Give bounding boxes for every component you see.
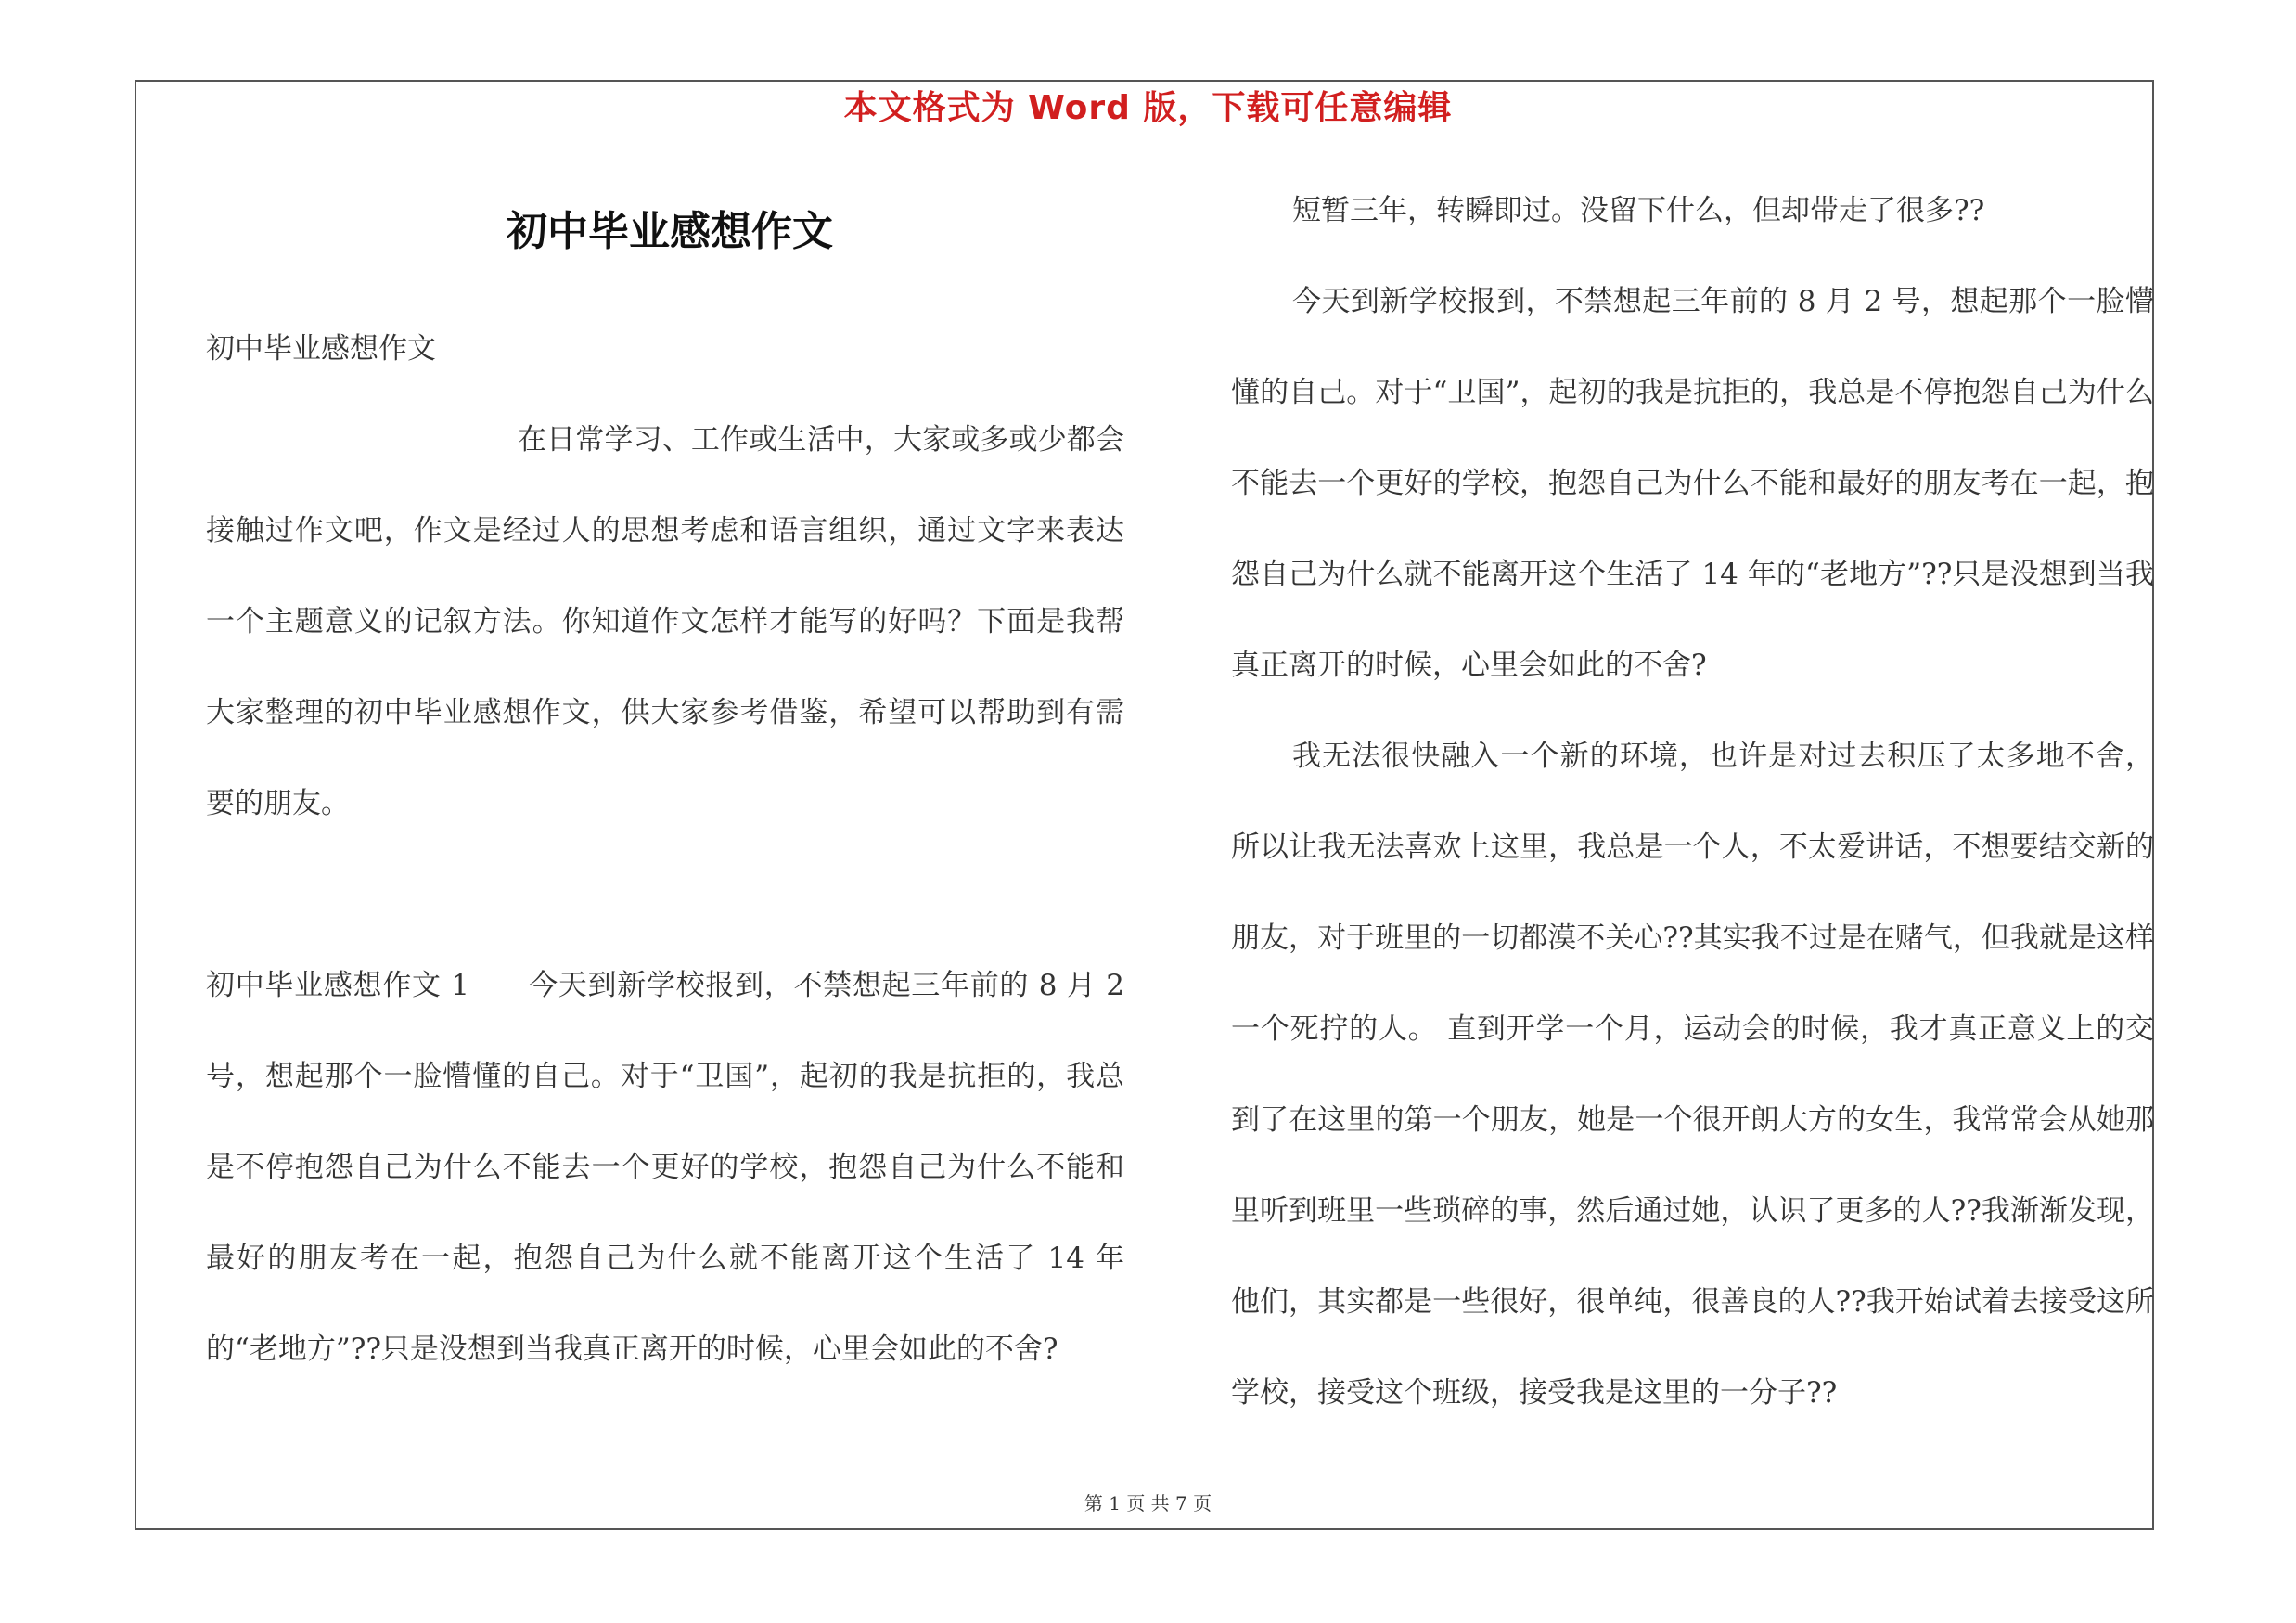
page-number-footer: 第 1 页 共 7 页 (1084, 1492, 1212, 1514)
right-column (1231, 165, 2154, 1438)
right-paragraph-3: 我无法很快融入一个新的环境，也许是对过去积压了太多地不舍，所以让我无法喜欢上这里，我总是一个人，不太爱讲话，不想要结交新的朋友，对于班里的一切都漠不关心??其实我不过是在赌气，但我就是这样一个死拧的人。 直到开学一个月，运动会的时候，我才真正意义上的交到了在这里的第一个朋友，她是一个很开朗大方的女生，我常常会从她那里听到班里一些琐碎的事，然后通过她，认识了更多的人??我渐渐发现，他们，其实都是一些很好，很单纯，很善良的人??我开始试着去接受这所学校，接受这个班级，接受我是这里的一分子?? (1231, 740, 2154, 1410)
right-paragraph-2: 今天到新学校报到，不禁想起三年前的 8 月 2 号，想起那个一脸懵懂的自己。对于“卫国”，起初的我是抗拒的，我总是不停抱怨自己为什么不能去一个更好的学校，抱怨自己为什么不能和最好的朋友考在一起，抱怨自己为什么就不能离开这个生活了 14 年的“老地方”??只是没想到当我真正离开的时候，心里会如此的不舍? (1231, 285, 2155, 682)
format-banner: 本文格式为 Word 版，下载可任意编辑 (843, 89, 1453, 127)
essay-1-paragraph: 初中毕业感想作文 1 今天到新学校报到，不禁想起三年前的 8 月 2 号，想起那个一脸懵懂的自己。对于“卫国”，起初的我是抗拒的，我总是不停抱怨自己为什么不能去一个更好的学校，抱怨自己为什么不能和最好的朋友考在一起，抱怨自己为什么就不能离开这个生活了 14 年的“老地方”??只是没想到当我真正离开的时候，心里会如此的不舍? (206, 969, 1124, 1366)
left-heading: 初中毕业感想作文 (206, 332, 436, 366)
paragraph-gap (206, 849, 1124, 940)
document-title: 初中毕业感想作文 (507, 208, 833, 255)
right-paragraph-1: 短暂三年，转瞬即过。没留下什么，但却带走了很多?? (1292, 194, 1985, 227)
left-column (206, 303, 1124, 1395)
intro-paragraph: 在日常学习、工作或生活中，大家或多或少都会接触过作文吧，作文是经过人的思想考虑和语言组织，通过文字来表达一个主题意义的记叙方法。你知道作文怎样才能写的好吗？下面是我帮大家整理的初中毕业感想作文，供大家参考借鉴，希望可以帮助到有需要的朋友。 (206, 423, 1124, 820)
